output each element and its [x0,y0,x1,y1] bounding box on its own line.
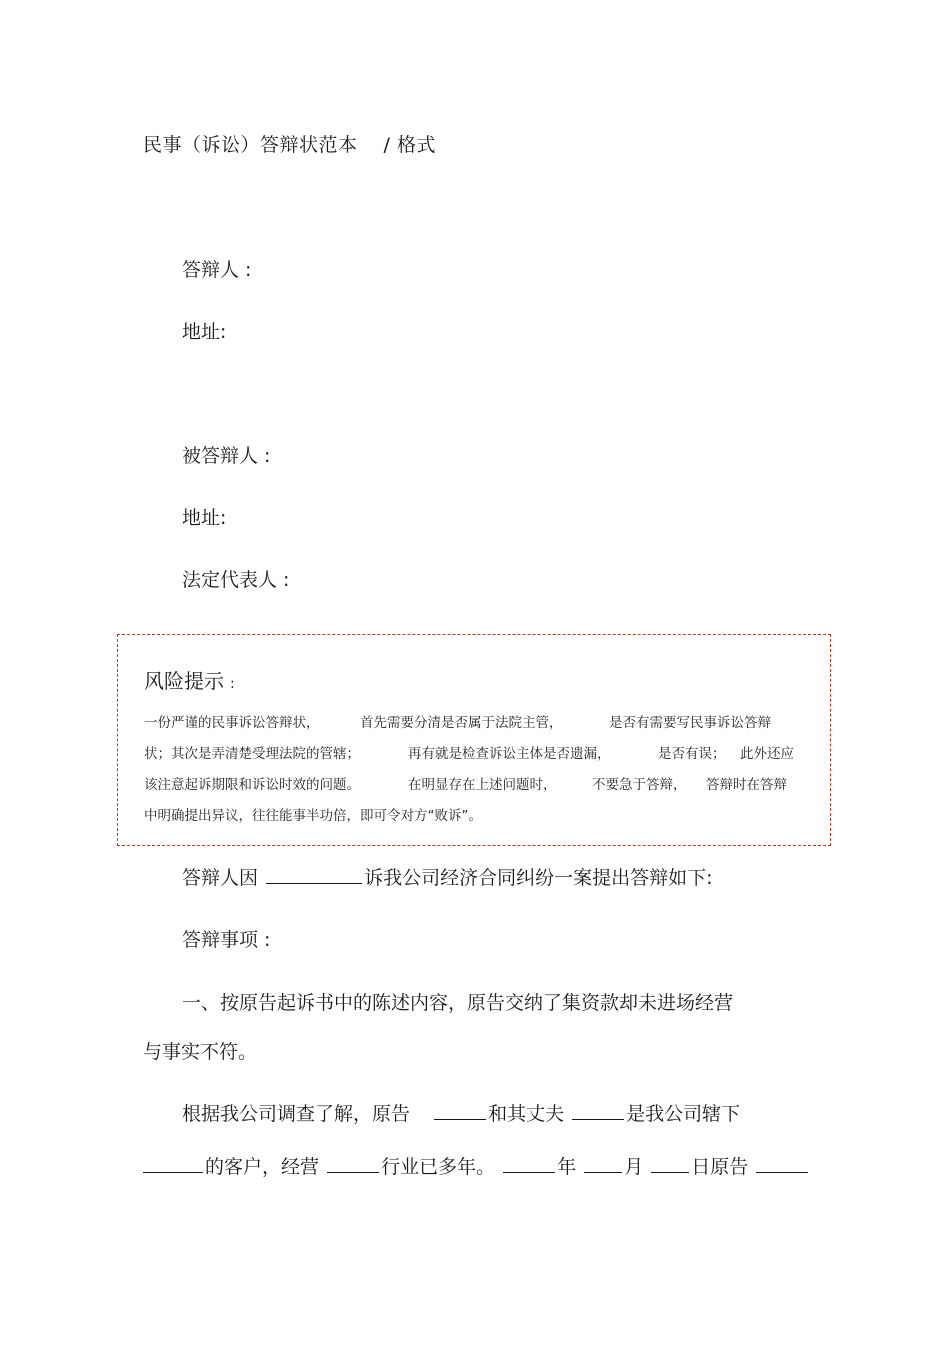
p3-text-b: 行业已多年。 [381,1156,496,1178]
trailing-blank [756,1154,808,1173]
district-blank [143,1154,203,1173]
risk-line-3-seg-2: 在明显存在上述问题时， [408,777,557,793]
p2-text-c: 是我公司辖下 [626,1103,741,1125]
industry-blank [327,1154,379,1173]
legal-representative-label: 法定代表人 : [182,569,290,591]
appellee-label: 被答辩人 : [182,445,271,467]
risk-line-2-seg-1: 状；其次是弄清楚受理法院的管辖； [144,746,360,762]
year-blank [503,1154,555,1173]
defense-intro-text-b: 诉我公司经济合同纠纷一案提出答辩如下: [364,867,713,889]
risk-line-2-seg-3: 是否有误； [658,746,726,762]
p3-text-month: 月 [624,1156,644,1178]
risk-notice-title-colon: : [230,676,235,692]
appellee-address-label: 地址: [182,507,227,529]
defense-intro [182,863,712,890]
risk-line-3-seg-3: 不要急于答辩， [592,777,687,793]
risk-notice-line-2 [144,742,804,762]
p2-text-a: 根据我公司调查了解，原告 [182,1103,411,1125]
point-1-line-1: 一、按原告起诉书中的陈述内容，原告交纳了集资款却未进场经营 [182,992,734,1014]
risk-line-1-seg-3: 是否有需要写民事诉讼答辩 [609,715,771,731]
plaintiff-blank [434,1101,486,1120]
paragraph-2-line-2 [143,1152,810,1179]
risk-notice-title-text: 风险提示 [144,669,224,693]
risk-notice-line-4: 中明确提出异议，往往能事半功倍，即可令对方“败诉”。 [144,808,482,824]
p3-text-day: 日原告 [691,1156,749,1178]
respondent-label: 答辩人 : [182,259,252,281]
risk-notice-box [117,634,831,846]
defense-items-label: 答辩事项 : [182,929,271,951]
husband-blank [572,1101,624,1120]
point-1-line-2: 与事实不符。 [143,1041,258,1063]
risk-line-1-seg-2: 首先需要分清是否属于法院主管， [360,715,563,731]
risk-notice-title [144,665,235,694]
risk-line-2-seg-4: 此外还应 [740,746,794,762]
p2-text-b: 和其丈夫 [488,1103,565,1125]
defense-intro-text-a: 答辩人因 [182,867,259,889]
paragraph-2-line-1 [182,1099,740,1126]
risk-line-3-seg-1: 该注意起诉期限和诉讼时效的问题。 [144,777,360,793]
risk-notice-line-3 [144,773,804,793]
p3-text-a: 的客户，经营 [205,1156,320,1178]
plaintiff-name-blank [266,865,362,884]
respondent-address-label: 地址: [182,321,227,343]
risk-line-3-seg-4: 答辩时在答辩 [706,777,787,793]
month-blank [584,1154,622,1173]
risk-notice-line-1 [144,711,804,731]
day-blank [651,1154,689,1173]
risk-line-2-seg-2: 再有就是检查诉讼主体是否遗漏， [408,746,611,762]
page-title: 民事（诉讼）答辩状范本 / 格式 [143,134,436,156]
risk-line-1-seg-1: 一份严谨的民事诉讼答辩状， [144,715,320,731]
p3-text-year: 年 [557,1156,577,1178]
